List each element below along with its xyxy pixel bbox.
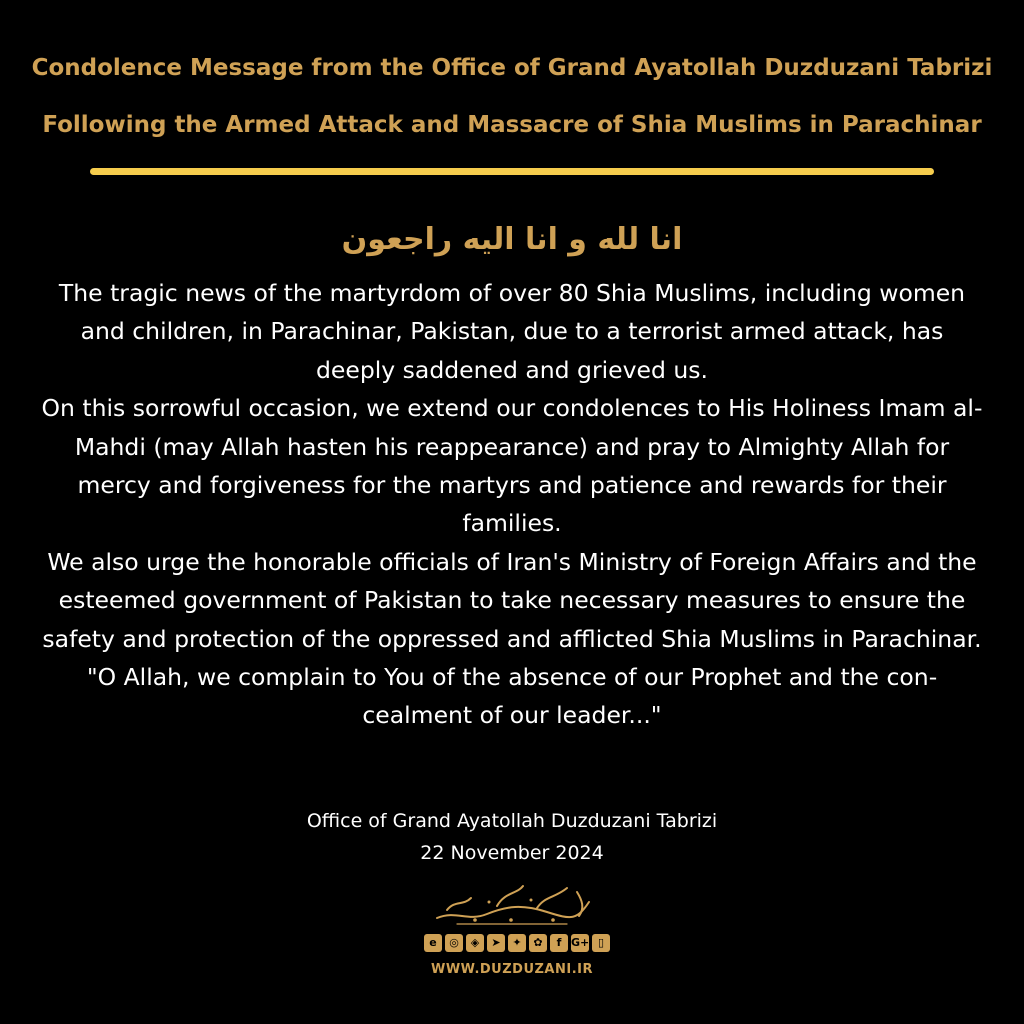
page-title <box>0 40 1024 154</box>
calligraphy-logo <box>427 880 597 930</box>
paragraph-condolences: On this sorrowful occasion, we extend our condolences to His Holiness Imam al-Mahdi (may Allah hasten his reappearance) and pray to Almighty Allah for mercy and forgiveness for the martyrs and patience and rewards for their families. <box>41 394 983 538</box>
paragraph-news: The tragic news of the martyrdom of over 80 Shia Muslims, including women and children, in Parachinar, Pakistan, due to a terrorist armed attack, has deeply saddened and grieved us. <box>58 279 966 384</box>
googleplus-icon[interactable]: G+ <box>571 934 589 952</box>
message-body <box>40 274 984 735</box>
telegram-icon[interactable]: ➤ <box>487 934 505 952</box>
paragraph-supplication: "O Allah, we complain to You of the absence of our Prophet and the concealment of our leader..." <box>86 663 938 730</box>
title-line-1: Condolence Message from the Office of Grand Ayatollah Duzduzani Tabrizi <box>31 55 993 81</box>
divider <box>90 168 934 175</box>
rubika-icon[interactable]: ◈ <box>466 934 484 952</box>
paragraph-urge: We also urge the honorable officials of Iran's Ministry of Foreign Affairs and the esteemed government of Pakistan to take necessary measures to ensure the safety and protection of the oppressed and afflicted Shia Muslims in Parachinar. <box>42 547 982 653</box>
twitter-icon[interactable]: ✦ <box>508 934 526 952</box>
aparat-icon[interactable]: ✿ <box>529 934 547 952</box>
signature-office: Office of Grand Ayatollah Duzduzani Tabrizi <box>306 810 718 832</box>
instagram-icon[interactable]: ◎ <box>445 934 463 952</box>
logo <box>412 880 612 990</box>
signature <box>0 805 1024 869</box>
facebook-icon[interactable]: f <box>550 934 568 952</box>
phone-icon[interactable]: ▯ <box>592 934 610 952</box>
title-line-2: Following the Armed Attack and Massacre of Shia Muslims in Parachinar <box>42 112 982 138</box>
eitaa-icon[interactable]: e <box>424 934 442 952</box>
signature-date: 22 November 2024 <box>420 842 604 864</box>
social-icons <box>424 934 610 952</box>
quranic-verse: انا لله و انا الیه راجعون <box>341 222 683 257</box>
website-link[interactable]: WWW.DUZDUZANI.IR <box>430 962 593 977</box>
